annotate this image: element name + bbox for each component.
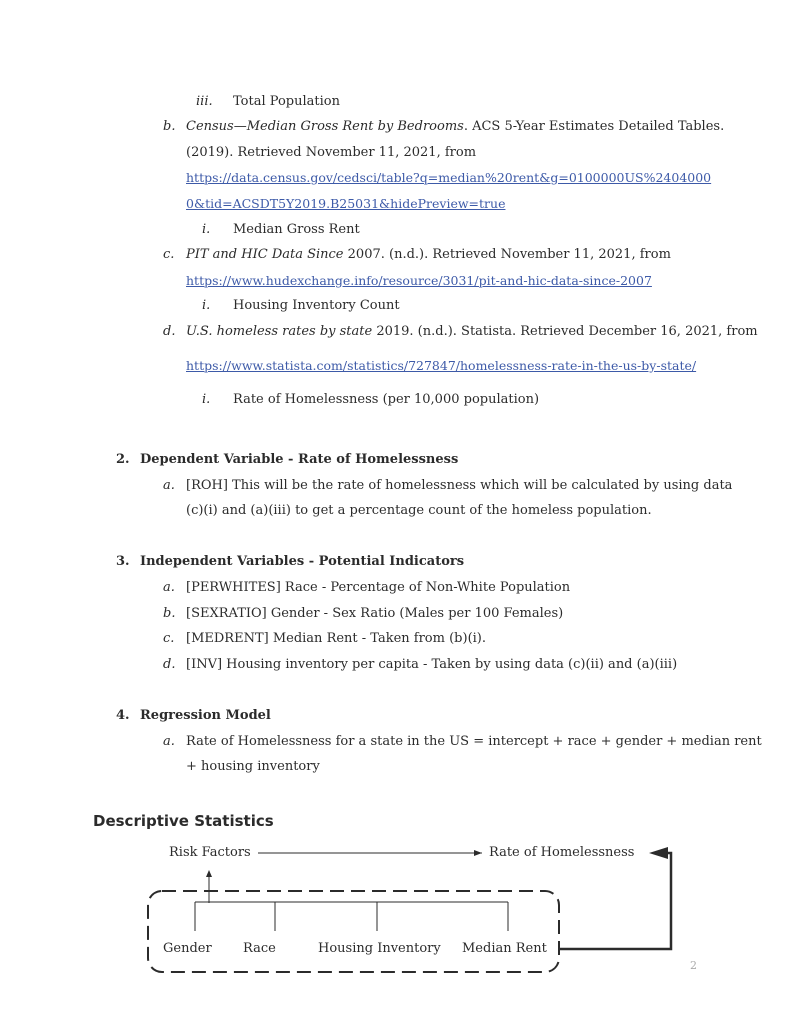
page-number: 2 — [690, 959, 697, 972]
list-item-text: Rate of Homelessness (per 10,000 population) — [233, 392, 540, 407]
citation-text: . ACS 5-Year Estimates Detailed Tables. — [463, 119, 725, 134]
list-item-text: Housing Inventory Count — [233, 298, 400, 313]
race-label: Race — [243, 941, 276, 956]
citation-title: PIT and HIC Data Since — [186, 247, 344, 262]
list-marker: i. — [202, 392, 211, 407]
list-marker: d. — [163, 657, 176, 672]
list-item-text: + housing inventory — [186, 759, 320, 774]
list-marker: c. — [163, 247, 175, 262]
section-number: 3. — [116, 554, 130, 569]
census-link[interactable]: https://data.census.gov/cedsci/table?q=median%20rent&g=0100000US%2404000 — [186, 170, 712, 185]
section-title: Dependent Variable - Rate of Homelessness — [140, 452, 459, 467]
section-number: 4. — [116, 708, 130, 723]
list-marker: b. — [163, 119, 176, 134]
citation-title: U.S. homeless rates by state — [186, 324, 373, 339]
descriptive-statistics-heading: Descriptive Statistics — [93, 812, 274, 830]
median-rent-label: Median Rent — [462, 941, 547, 956]
rate-of-homelessness-label: Rate of Homelessness — [489, 845, 635, 860]
citation-text: 2019. (n.d.). Statista. Retrieved December 16, 2021, from — [372, 324, 758, 339]
census-link-continued[interactable]: 0&tid=ACSDT5Y2019.B25031&hidePreview=true — [186, 196, 506, 211]
up-arrow-head — [206, 870, 212, 877]
risk-factors-label: Risk Factors — [169, 845, 251, 860]
gender-label: Gender — [163, 941, 212, 956]
section-number: 2. — [116, 452, 130, 467]
statista-link[interactable]: https://www.statista.com/statistics/727847/homelessness-rate-in-the-us-by-state/ — [186, 358, 697, 373]
feedback-arrow-head — [649, 847, 668, 859]
list-marker: c. — [163, 631, 175, 646]
list-marker: i. — [202, 222, 211, 237]
citation-title: Census—Median Gross Rent by Bedrooms — [186, 119, 464, 134]
section-title: Independent Variables - Potential Indicators — [140, 554, 465, 569]
list-item-text: [PERWHITES] Race - Percentage of Non-White Population — [186, 580, 571, 595]
list-marker: iii. — [196, 94, 213, 109]
list-item-text: (c)(i) and (a)(iii) to get a percentage count of the homeless population. — [186, 503, 652, 518]
list-item-text: Total Population — [233, 94, 340, 109]
citation-text: (2019). Retrieved November 11, 2021, from — [186, 145, 477, 160]
list-item-text: [INV] Housing inventory per capita - Taken by using data (c)(ii) and (a)(iii) — [186, 657, 678, 672]
list-item-text: [MEDRENT] Median Rent - Taken from (b)(i). — [186, 631, 486, 646]
factors-dashed-box — [148, 891, 559, 972]
list-marker: a. — [163, 580, 175, 595]
list-marker: a. — [163, 478, 175, 493]
list-marker: d. — [163, 324, 176, 339]
list-marker: b. — [163, 606, 176, 621]
section-title: Regression Model — [140, 708, 271, 723]
list-item-text: [ROH] This will be the rate of homelessness which will be calculated by using data — [186, 478, 733, 493]
list-item-text: Median Gross Rent — [233, 222, 360, 237]
feedback-arrow-line — [560, 853, 671, 949]
housing-inventory-label: Housing Inventory — [318, 941, 441, 956]
list-marker: a. — [163, 734, 175, 749]
list-item-text: Rate of Homelessness for a state in the US = intercept + race + gender + median rent — [186, 734, 762, 749]
list-item-text: [SEXRATIO] Gender - Sex Ratio (Males per 100 Females) — [186, 606, 564, 621]
hudexchange-link[interactable]: https://www.hudexchange.info/resource/3031/pit-and-hic-data-since-2007 — [186, 273, 652, 288]
list-marker: i. — [202, 298, 211, 313]
citation-text: 2007. (n.d.). Retrieved November 11, 2021, from — [343, 247, 671, 262]
